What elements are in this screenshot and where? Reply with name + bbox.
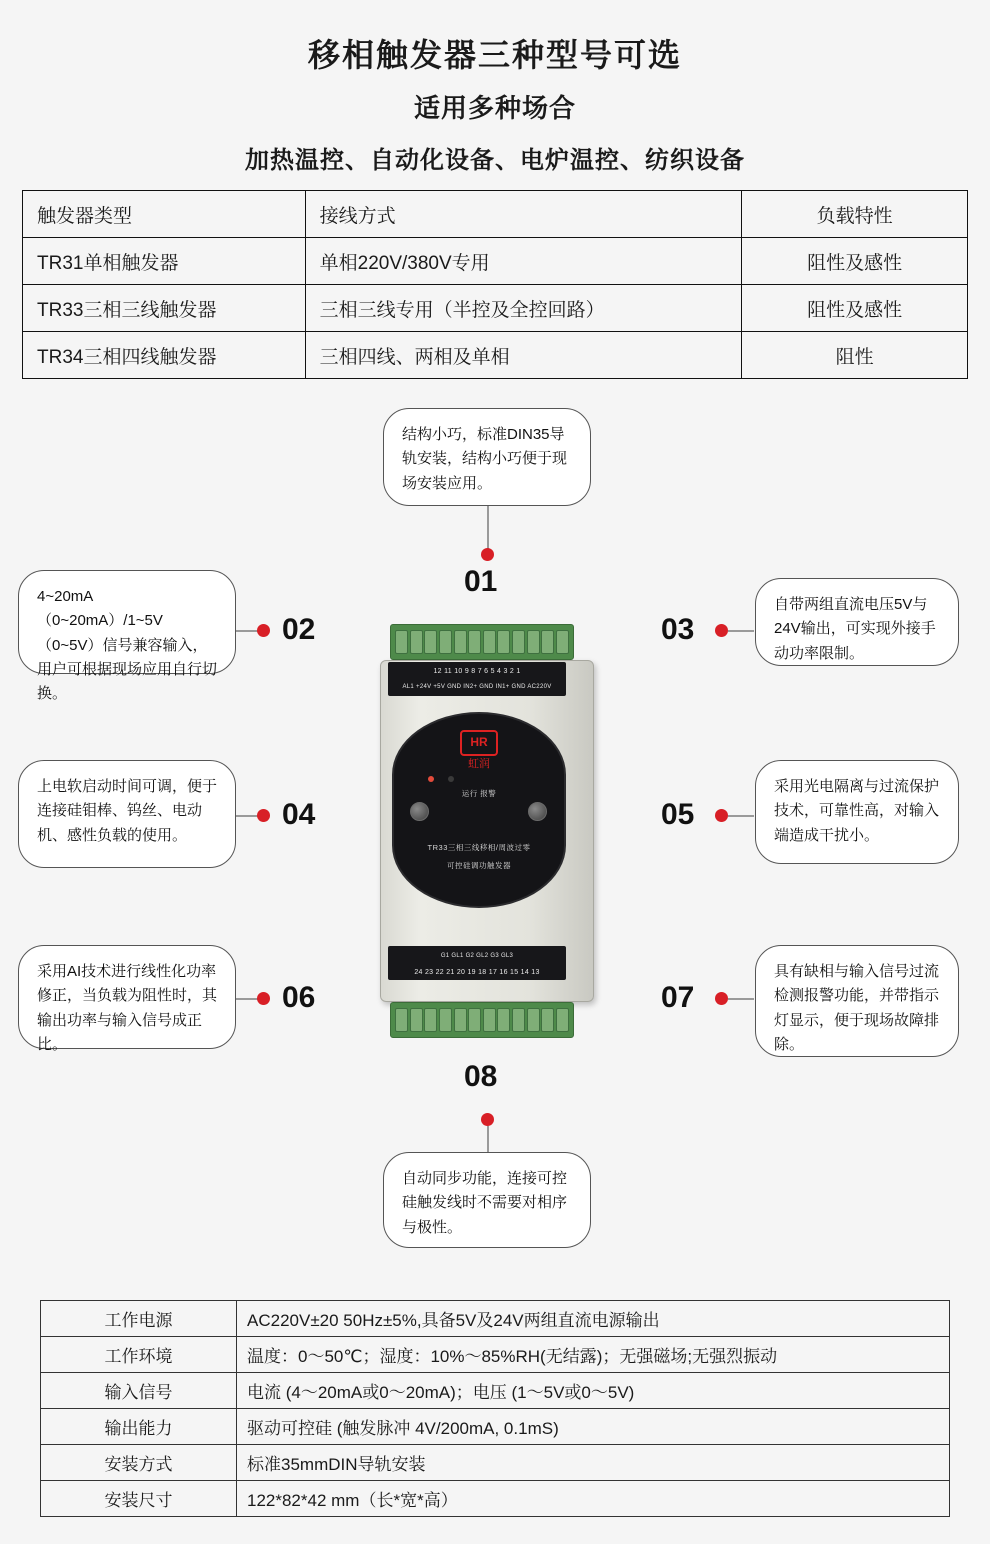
spec-key-dimensions: 安装尺寸 [41,1481,237,1517]
spec-value-dimensions: 122*82*42 mm（长*宽*高） [237,1481,950,1517]
run-led-indicator [428,776,434,782]
model-cell-type: TR34三相四线触发器 [23,332,306,379]
leader-dot-01 [481,548,494,561]
terminal-label-top [388,662,566,696]
callout-bubble-06: 采用AI技术进行线性化功率修正，当负载为阻性时，其输出功率与输入信号成正比。 [18,945,236,1049]
brand-name-cn: 虹润 [468,758,490,770]
model-table-header-wiring: 接线方式 [305,191,742,238]
table-row [41,1409,950,1445]
spec-key-environment: 工作环境 [41,1337,237,1373]
spec-value-mounting: 标准35mmDIN导轨安装 [237,1445,950,1481]
device-front-face [392,712,566,908]
leader-dot-06 [257,992,270,1005]
callout-number-08: 08 [464,1060,498,1093]
leader-dot-05 [715,809,728,822]
leader-line-08 [487,1126,489,1154]
callout-number-02: 02 [282,613,316,646]
callout-bubble-04: 上电软启动时间可调，便于连接硅钼棒、钨丝、电动机、感性负载的使用。 [18,760,236,868]
leader-dot-04 [257,809,270,822]
leader-line-03 [728,630,754,632]
model-cell-load: 阻性及感性 [742,285,968,332]
model-cell-load: 阻性 [742,332,968,379]
terminal-connector-top [390,624,574,660]
terminal-bottom-numbers: 24 23 22 21 20 19 18 17 16 15 14 13 [414,969,540,976]
leader-dot-07 [715,992,728,1005]
callout-number-05: 05 [661,798,695,831]
terminal-top-labels: AL1 +24V +5V GND IN2+ GND IN1+ GND AC220V [402,684,552,690]
leader-dot-03 [715,624,728,637]
callout-bubble-07: 具有缺相与输入信号过流检测报警功能，并带指示灯显示，便于现场故障排除。 [755,945,959,1057]
leader-line-04 [236,815,258,817]
spec-value-output: 驱动可控硅 (触发脉冲 4V/200mA, 0.1mS) [237,1409,950,1445]
callout-number-07: 07 [661,981,695,1014]
leader-line-01 [487,506,489,552]
leader-dot-02 [257,624,270,637]
page-title: 移相触发器三种型号可选 [307,37,682,73]
callout-bubble-05: 采用光电隔离与过流保护技术，可靠性高，对输入端造成干扰小。 [755,760,959,864]
model-table [22,190,968,379]
spec-value-environment: 温度：0～50℃；湿度：10%～85%RH(无结露)；无强磁场;无强烈振动 [237,1337,950,1373]
spec-key-mounting: 安装方式 [41,1445,237,1481]
page-applications: 加热温控、自动化设备、电炉温控、纺织设备 [245,147,745,174]
terminal-top-numbers: 12 11 10 9 8 7 6 5 4 3 2 1 [433,668,521,675]
model-table-header-load: 负载特性 [742,191,968,238]
spec-value-input: 电流 (4～20mA或0～20mA)；电压 (1～5V或0～5V) [237,1373,950,1409]
spec-key-power: 工作电源 [41,1301,237,1337]
terminal-label-bottom [388,946,566,980]
leader-line-05 [728,815,754,817]
table-row [41,1301,950,1337]
leader-line-07 [728,998,754,1000]
table-row [41,1481,950,1517]
leader-line-02 [236,630,258,632]
model-cell-wiring: 三相三线专用（半控及全控回路） [305,285,742,332]
model-cell-type: TR31单相触发器 [23,238,306,285]
callout-number-03: 03 [661,613,695,646]
model-cell-wiring: 三相四线、两相及单相 [305,332,742,379]
device-model-line2: 可控硅调功触发器 [447,861,511,870]
device-model-line1: TR33三相三线移相/周波过零 [427,843,531,852]
model-cell-wiring: 单相220V/380V专用 [305,238,742,285]
callout-bubble-03: 自带两组直流电压5V与24V输出，可实现外接手动功率限制。 [755,578,959,666]
callout-bubble-02: 4~20mA（0~20mA）/1~5V（0~5V）信号兼容输入，用户可根据现场应用自行切换。 [18,570,236,674]
table-header-row [23,191,968,238]
spec-value-power: AC220V±20 50Hz±5%,具备5V及24V两组直流电源输出 [237,1301,950,1337]
spec-key-output: 输出能力 [41,1409,237,1445]
table-row [41,1445,950,1481]
callout-bubble-08: 自动同步功能，连接可控硅触发线时不需要对相序与极性。 [383,1152,591,1248]
leader-line-06 [236,998,258,1000]
alarm-led-indicator [448,776,454,782]
terminal-bottom-labels: G1 GL1 G2 GL2 G3 GL3 [440,953,514,959]
model-cell-type: TR33三相三线触发器 [23,285,306,332]
potentiometer-right[interactable] [528,802,547,821]
model-table-header-type: 触发器类型 [23,191,306,238]
spec-key-input: 输入信号 [41,1373,237,1409]
potentiometer-left[interactable] [410,802,429,821]
callout-number-01: 01 [464,565,498,598]
table-row [23,285,968,332]
table-row [23,238,968,285]
table-row [23,332,968,379]
callout-number-04: 04 [282,798,316,831]
page-subtitle: 适用多种场合 [413,93,576,123]
brand-logo-icon: HR [460,730,498,756]
specification-table [40,1300,950,1517]
leader-dot-08 [481,1113,494,1126]
callout-number-06: 06 [282,981,316,1014]
terminal-connector-bottom [390,1002,574,1038]
model-cell-load: 阻性及感性 [742,238,968,285]
callout-bubble-01: 结构小巧，标准DIN35导轨安装，结构小巧便于现场安装应用。 [383,408,591,506]
device-illustration [362,620,612,1040]
table-row [41,1337,950,1373]
table-row [41,1373,950,1409]
led-status-labels: 运行 报警 [461,789,497,798]
